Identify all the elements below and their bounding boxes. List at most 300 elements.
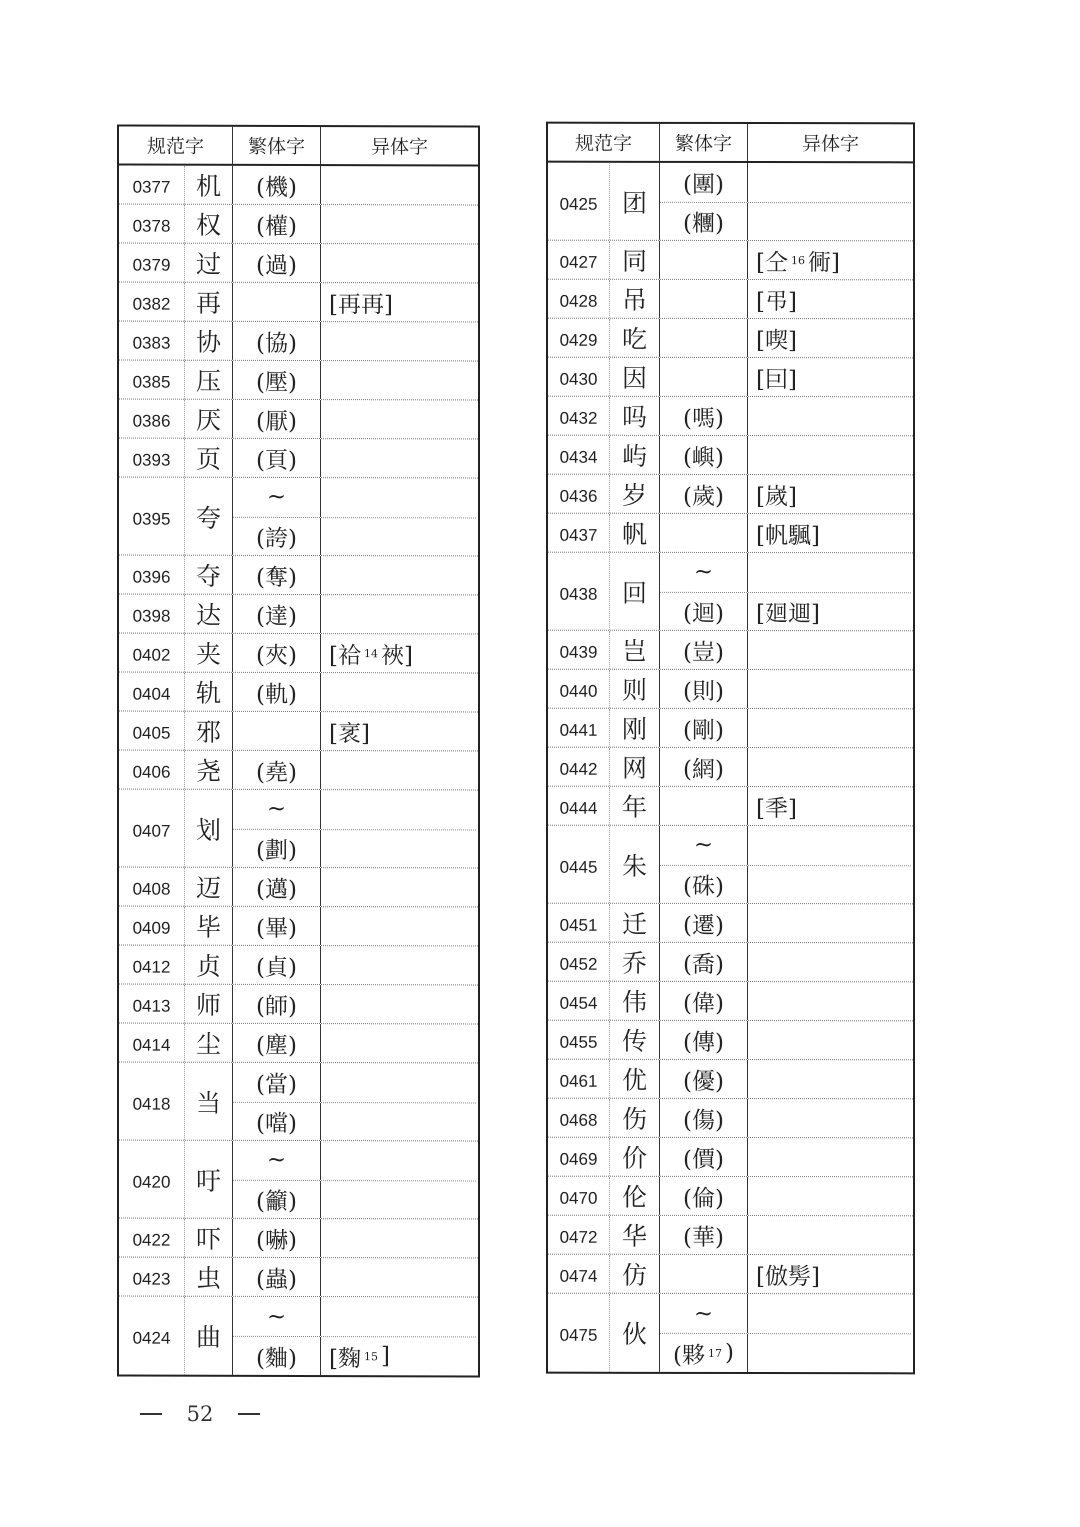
traditional-text: (達) [256,603,297,630]
traditional-text: (傷) [683,1107,724,1134]
standard-char: 师 [185,985,233,1023]
variant-char [321,751,476,789]
sub-rows [233,439,476,478]
variant-char [748,1138,911,1176]
sub-row [660,163,911,202]
traditional-char [233,478,321,517]
traditional-text: (過) [256,252,297,279]
traditional-char [233,556,321,594]
sub-row [660,514,911,552]
header-traditional: 繁体字 [233,127,321,164]
traditional-char [233,244,321,282]
header-standard: 规范字 [119,127,233,164]
sub-rows [660,1255,911,1293]
sub-row [233,673,476,712]
traditional-char [660,358,748,396]
table-row [548,397,913,437]
sub-rows [660,397,911,435]
standard-char: 夹 [185,634,233,672]
entry-code: 0454 [548,982,610,1020]
sub-row [660,319,911,357]
traditional-char [660,514,748,552]
variant-char [748,475,911,513]
standard-char: 传 [610,1021,660,1059]
traditional-text-after: ) [725,1339,734,1367]
traditional-text: (遷) [683,912,724,939]
variant-char [748,358,911,396]
entry-code: 0429 [548,319,610,357]
traditional-text: (劃) [256,837,297,864]
table-row [548,748,913,788]
traditional-char [660,163,748,202]
entry-code: 0383 [119,322,185,360]
traditional-char [233,400,321,438]
variant-char [748,319,911,357]
traditional-char [660,787,748,825]
traditional-char [233,439,321,477]
sub-rows [660,904,911,942]
traditional-text: (剛) [683,717,724,744]
traditional-text: ~ [266,796,287,823]
variant-text-after: 衕] [807,249,840,276]
traditional-text: ~ [266,1147,287,1174]
standard-char: 吓 [185,1219,233,1257]
standard-char: 虫 [185,1258,233,1296]
entry-code: 0382 [119,283,185,321]
variant-char [321,946,476,984]
entry-code: 0379 [119,244,185,282]
traditional-text: (堯) [256,759,297,786]
sub-row [660,982,911,1020]
table-row [119,868,478,908]
traditional-char [233,322,321,360]
entry-code: 0423 [119,1258,185,1296]
entry-code: 0427 [548,241,610,279]
sub-row [233,868,476,907]
traditional-char [233,1337,321,1375]
traditional-text: (網) [683,756,724,783]
sub-rows [233,478,476,556]
variant-text: [麴 [329,1345,361,1372]
sub-row [660,826,911,865]
traditional-char [660,1294,748,1333]
variant-char [748,1294,911,1333]
sub-rows [233,946,476,985]
sub-row [233,1101,476,1140]
table-header [548,124,913,164]
table-row [548,514,913,554]
sub-rows [233,556,476,595]
traditional-char [233,283,321,321]
sub-row [660,748,911,786]
variant-char [321,361,476,399]
sub-row [233,439,476,478]
sub-row [233,712,476,751]
sub-row [233,828,476,867]
variant-char [321,1103,476,1141]
entry-code: 0404 [119,673,185,711]
traditional-char [233,829,321,867]
sub-rows [233,907,476,946]
sub-row [660,475,911,513]
traditional-char [660,904,748,942]
traditional-char [233,1063,321,1102]
variant-char [748,1177,911,1215]
entry-code: 0475 [548,1294,610,1372]
standard-char: 价 [610,1138,660,1176]
traditional-char [233,1141,321,1180]
variant-char [321,1141,476,1180]
table-row [119,1063,478,1142]
traditional-text: (嚇) [256,1227,297,1254]
traditional-char [660,436,748,474]
variant-text: [弔] [756,288,797,315]
entry-code: 0402 [119,634,185,672]
sub-rows [233,205,476,244]
table-row [119,712,478,752]
variant-text: [嵗] [756,483,797,510]
traditional-text: (嶼) [683,444,724,471]
traditional-text: (奪) [256,564,297,591]
traditional-text: ~ [266,1303,287,1330]
standard-char: 伤 [610,1099,660,1137]
traditional-text: (麯) [256,1345,297,1372]
standard-char: 则 [610,670,660,708]
traditional-text: (嗎) [683,405,724,432]
traditional-char [233,1219,321,1257]
variant-char [748,1255,911,1293]
sub-row [660,943,911,981]
entry-code: 0422 [119,1219,185,1257]
standard-char: 吁 [185,1141,233,1218]
entry-code: 0468 [548,1099,610,1137]
traditional-text: ~ [693,559,714,586]
traditional-char [660,592,748,630]
variant-char [748,670,911,708]
traditional-char [233,907,321,945]
entry-code: 0413 [119,985,185,1023]
standard-char: 厌 [185,400,233,438]
traditional-char [233,868,321,906]
traditional-text: (機) [256,174,297,201]
standard-char: 岁 [610,475,660,513]
variant-char [748,631,911,669]
traditional-text: (蟲) [256,1266,297,1293]
standard-char: 机 [185,166,233,204]
variant-char [321,244,476,282]
traditional-char [660,826,748,865]
variant-char [748,163,911,202]
entry-code: 0430 [548,358,610,396]
standard-char: 尘 [185,1024,233,1062]
standard-char: 因 [610,358,660,396]
table-row [548,631,913,671]
entry-code: 0396 [119,556,185,594]
entry-code: 0393 [119,439,185,477]
traditional-text: (豈) [683,639,724,666]
traditional-char [660,631,748,669]
entry-code: 0432 [548,397,610,435]
character-table-left [117,125,480,1378]
sub-row [660,904,911,942]
traditional-char [233,1102,321,1140]
variant-char [321,1297,476,1336]
footnote-marker: 14 [363,646,378,660]
page-number [140,1402,260,1426]
entry-code: 0445 [548,826,610,903]
traditional-text: (當) [256,1071,297,1098]
standard-char: 优 [610,1060,660,1098]
sub-rows [660,280,911,318]
table-row [548,904,913,944]
entry-code: 0441 [548,709,610,747]
entry-code: 0412 [119,946,185,984]
sub-row [660,280,911,318]
sub-row [233,595,476,634]
entry-code: 0408 [119,868,185,906]
table-row [119,1219,478,1259]
sub-row [660,1177,911,1215]
traditional-char [660,1216,748,1254]
entry-code: 0469 [548,1138,610,1176]
table-row [548,1177,913,1217]
variant-char [321,673,476,711]
sub-row [660,1060,911,1098]
sub-row [233,556,476,595]
variant-char [748,982,911,1020]
entry-code: 0452 [548,943,610,981]
variant-char [748,280,911,318]
sub-rows [660,1177,911,1215]
standard-char: 吊 [610,280,660,318]
traditional-char [660,865,748,903]
standard-char: 夸 [185,478,233,555]
sub-rows [660,475,911,513]
sub-row [233,205,476,244]
sub-row [660,358,911,396]
entry-code: 0437 [548,514,610,552]
standard-char: 华 [610,1216,660,1254]
entry-code: 0442 [548,748,610,786]
standard-char: 吃 [610,319,660,357]
footnote-marker: 15 [363,1349,378,1363]
table-row [119,595,478,635]
variant-char [748,826,911,865]
table-row [548,826,913,905]
traditional-char [660,241,748,279]
sub-row [660,1099,911,1137]
variant-char [321,283,476,321]
standard-char: 刚 [610,709,660,747]
traditional-char [660,1138,748,1176]
sub-row [233,1179,476,1218]
header-traditional: 繁体字 [660,124,748,161]
variant-char [748,1021,911,1059]
entry-code: 0439 [548,631,610,669]
traditional-text: (則) [683,678,724,705]
standard-char: 再 [185,283,233,321]
variant-char [321,907,476,945]
variant-char [321,1063,476,1102]
sub-row [660,591,911,630]
header-standard: 规范字 [548,124,660,161]
variant-char [321,1181,476,1219]
traditional-text: ~ [693,832,714,859]
traditional-text: (協) [256,330,297,357]
table-row [119,634,478,674]
sub-rows [660,1021,911,1059]
traditional-text: (硃) [683,873,724,900]
traditional-char [660,982,748,1020]
traditional-text: (塵) [256,1032,297,1059]
sub-rows [660,1099,911,1137]
entry-code: 0444 [548,787,610,825]
standard-char: 屿 [610,436,660,474]
table-row [119,1141,478,1220]
traditional-char [233,985,321,1023]
variant-char [748,203,911,241]
entry-code: 0414 [119,1024,185,1062]
traditional-text: (噹) [256,1110,297,1137]
entry-code: 0386 [119,400,185,438]
traditional-text: (糰) [683,210,724,237]
standard-char: 吗 [610,397,660,435]
entry-code: 0406 [119,751,185,789]
entry-code: 0451 [548,904,610,942]
sub-rows [233,790,476,868]
variant-text: [喫] [756,327,797,354]
table-row [119,946,478,986]
traditional-char [233,790,321,829]
variant-char [321,322,476,360]
variant-text: [再再] [329,291,393,318]
sub-rows [233,1024,476,1063]
table-row [119,985,478,1025]
standard-char: 同 [610,241,660,279]
variant-text: [秊] [756,795,797,822]
entry-code: 0470 [548,1177,610,1215]
table-row [548,943,913,983]
variant-char [321,595,476,633]
standard-char: 压 [185,361,233,399]
sub-rows [233,1258,476,1297]
sub-rows [233,322,476,361]
traditional-text: ~ [266,484,287,511]
sub-row [660,436,911,474]
entry-code: 0418 [119,1063,185,1140]
standard-char: 迈 [185,868,233,906]
sub-rows [660,982,911,1020]
traditional-text: (壓) [256,369,297,396]
sub-row [233,322,476,361]
sub-rows [660,826,911,903]
variant-char [321,400,476,438]
variant-char [748,866,911,904]
standard-char: 团 [610,163,660,240]
sub-rows [233,595,476,634]
sub-row [233,283,476,322]
variant-text: [倣髣] [756,1263,820,1290]
table-row [119,439,478,479]
standard-char: 夺 [185,556,233,594]
standard-char: 轨 [185,673,233,711]
variant-text: [袷 [329,642,361,669]
sub-rows [660,631,911,669]
standard-char: 贞 [185,946,233,984]
traditional-char [660,943,748,981]
variant-char [748,397,911,435]
standard-char: 协 [185,322,233,360]
sub-row [660,397,911,435]
variant-char [321,478,476,517]
traditional-char [660,1255,748,1293]
sub-row [660,201,911,240]
table-row [119,166,478,206]
variant-char [748,436,911,474]
table-row [548,241,913,281]
variant-char [321,1219,476,1257]
sub-rows [660,748,911,786]
traditional-char [660,1177,748,1215]
traditional-char [660,280,748,318]
traditional-char [233,1297,321,1336]
entry-code: 0434 [548,436,610,474]
traditional-text: (偉) [683,990,724,1017]
traditional-text: (團) [683,171,724,198]
sub-row [233,634,476,673]
sub-row [660,1021,911,1059]
sub-row [233,166,476,205]
traditional-text: (傳) [683,1029,724,1056]
sub-rows [660,1060,911,1098]
standard-char: 伦 [610,1177,660,1215]
standard-char: 页 [185,439,233,477]
traditional-char [233,517,321,555]
sub-rows [660,1216,911,1254]
entry-code: 0385 [119,361,185,399]
header-variant: 异体字 [801,133,859,156]
traditional-char [660,670,748,708]
traditional-char [660,1334,748,1372]
footnote-marker: 16 [790,253,805,267]
entry-code: 0398 [119,595,185,633]
variant-char [748,1334,911,1372]
standard-char: 权 [185,205,233,243]
variant-char [321,830,476,868]
variant-char [321,166,476,204]
traditional-text: (夾) [256,642,297,669]
variant-char [321,712,476,750]
variant-char [748,709,911,747]
page-number-text: 52 [186,1402,214,1426]
sub-row [660,1294,911,1333]
sub-row [233,985,476,1024]
table-row [548,787,913,827]
traditional-char [660,748,748,786]
traditional-text: (歲) [683,483,724,510]
variant-text-after: ] [380,1343,390,1370]
footnote-marker: 17 [708,1346,722,1360]
sub-rows [233,868,476,907]
standard-char: 仿 [610,1255,660,1293]
standard-char: 乔 [610,943,660,981]
sub-row [233,400,476,439]
table-row [548,163,913,242]
traditional-text: ~ [693,1300,714,1327]
variant-text: [帆颿] [756,522,820,549]
variant-char [748,514,911,552]
sub-rows [233,673,476,712]
